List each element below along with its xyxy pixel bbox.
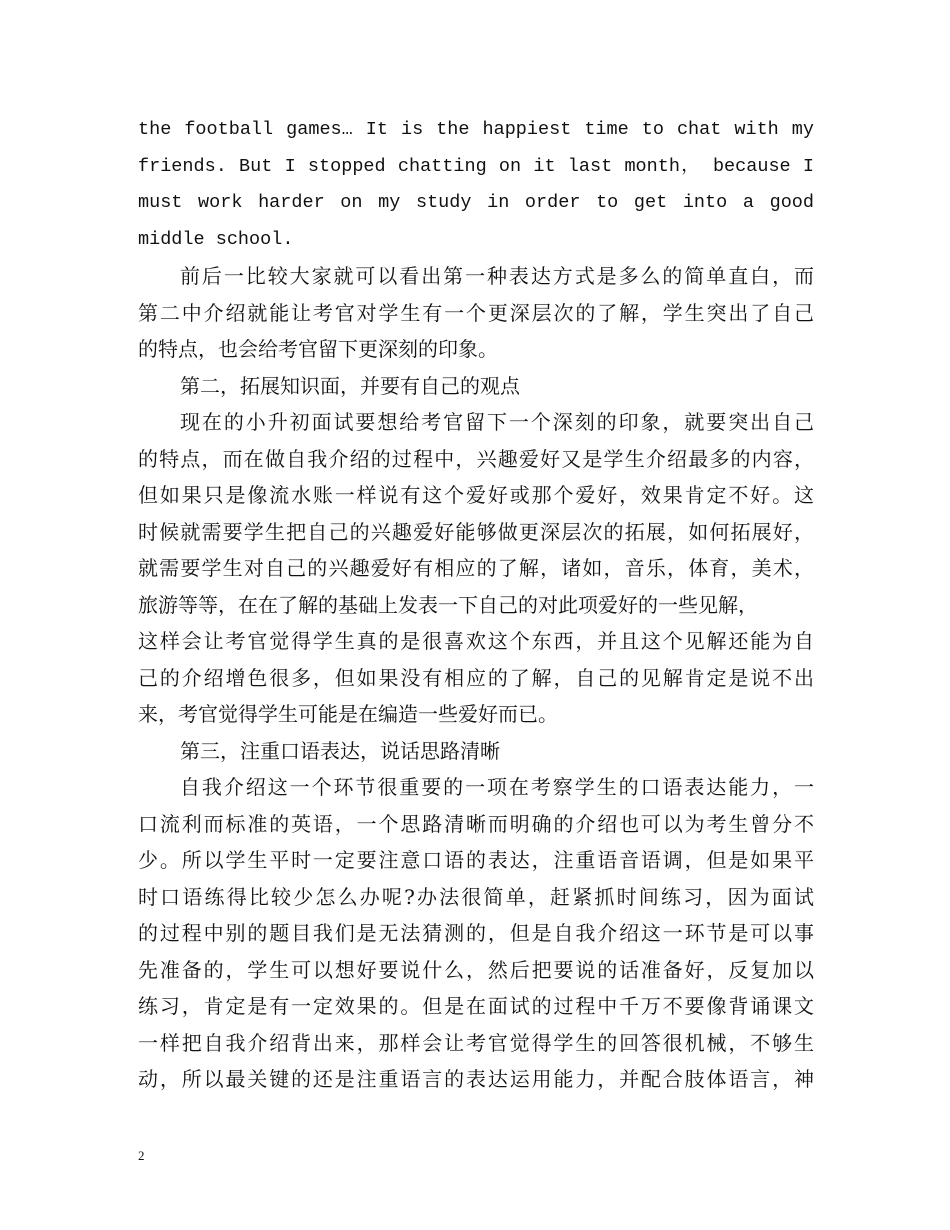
english-passage (138, 112, 814, 258)
text-line: must work harder on my study in order to get into a good (138, 192, 814, 213)
text-line: 旅游等等，在在了解的基础上发表一下自己的对此项爱好的一些见解， (138, 592, 758, 617)
text-line: 练习，肯定是有一定效果的。但是在面试的过程中千万不要像背诵课文 (138, 994, 814, 1018)
text-line: 己的介绍增色很多，但如果没有相应的了解，自己的见解肯定是说不出 (138, 665, 814, 690)
text-line: 来，考官觉得学生可能是在编造一些爱好而已。 (138, 702, 558, 726)
text-line: 少。所以学生平时一定要注意口语的表达，注重语音语调，但是如果平 (138, 848, 814, 872)
text-line: friends. But I stopped chatting on it last month， because I (138, 155, 814, 177)
text-line: middle school. (138, 228, 294, 250)
text-line: 的特点，也会给考官留下更深刻的印象。 (138, 337, 498, 361)
text-line: 一样把自我介绍背出来，那样会让考官觉得学生的回答很机械，不够生 (138, 1030, 814, 1055)
text-line: 就需要学生对自己的兴趣爱好有相应的了解，诸如，音乐，体育，美术， (138, 556, 814, 580)
paragraph-oral-expression (138, 769, 814, 1098)
paragraph-comparison (138, 258, 814, 368)
text-line: 先准备的，学生可以想好要说什么，然后把要说的话准备好，反复加以 (138, 957, 814, 982)
text-line: 的特点，而在做自我介绍的过程中，兴趣爱好又是学生介绍最多的内容， (138, 446, 814, 471)
text-line: 时候就需要学生把自己的兴趣爱好能够做更深层次的拓展，如何拓展好， (138, 519, 814, 544)
text-line: 第二中介绍就能让考官对学生有一个更深层次的了解，学生突出了自己 (138, 300, 814, 325)
document-body (138, 112, 814, 1098)
text-line: 但如果只是像流水账一样说有这个爱好或那个爱好，效果肯定不好。这 (138, 483, 814, 507)
text-line: 时口语练得比较少怎么办呢?办法很简单，赶紧抓时间练习，因为面试 (138, 884, 814, 909)
section-heading-3: 第三，注重口语表达，说话思路清晰 (180, 738, 500, 763)
section-heading-2: 第二，拓展知识面，并要有自己的观点 (180, 373, 520, 398)
text-line: the football games… It is the happiest time to chat with my (138, 119, 814, 140)
text-line: 前后一比较大家就可以看出第一种表达方式是多么的简单直白，而 (180, 264, 814, 288)
text-line: 现在的小升初面试要想给考官留下一个深刻的印象，就要突出自己 (180, 410, 814, 434)
text-line: 动，所以最关键的还是注重语言的表达运用能力，并配合肢体语言，神 (138, 1067, 814, 1091)
text-line: 自我介绍这一个环节很重要的一项在考察学生的口语表达能力，一 (180, 775, 814, 799)
paragraph-hobbies (138, 404, 814, 733)
text-line: 的过程中别的题目我们是无法猜测的，但是自我介绍这一环节是可以事 (138, 921, 814, 945)
page-number: 2 (138, 1148, 145, 1163)
text-line: 口流利而标准的英语，一个思路清晰而明确的介绍也可以为考生曾分不 (138, 811, 814, 836)
text-line: 这样会让考官觉得学生真的是很喜欢这个东西，并且这个见解还能为自 (138, 629, 814, 653)
